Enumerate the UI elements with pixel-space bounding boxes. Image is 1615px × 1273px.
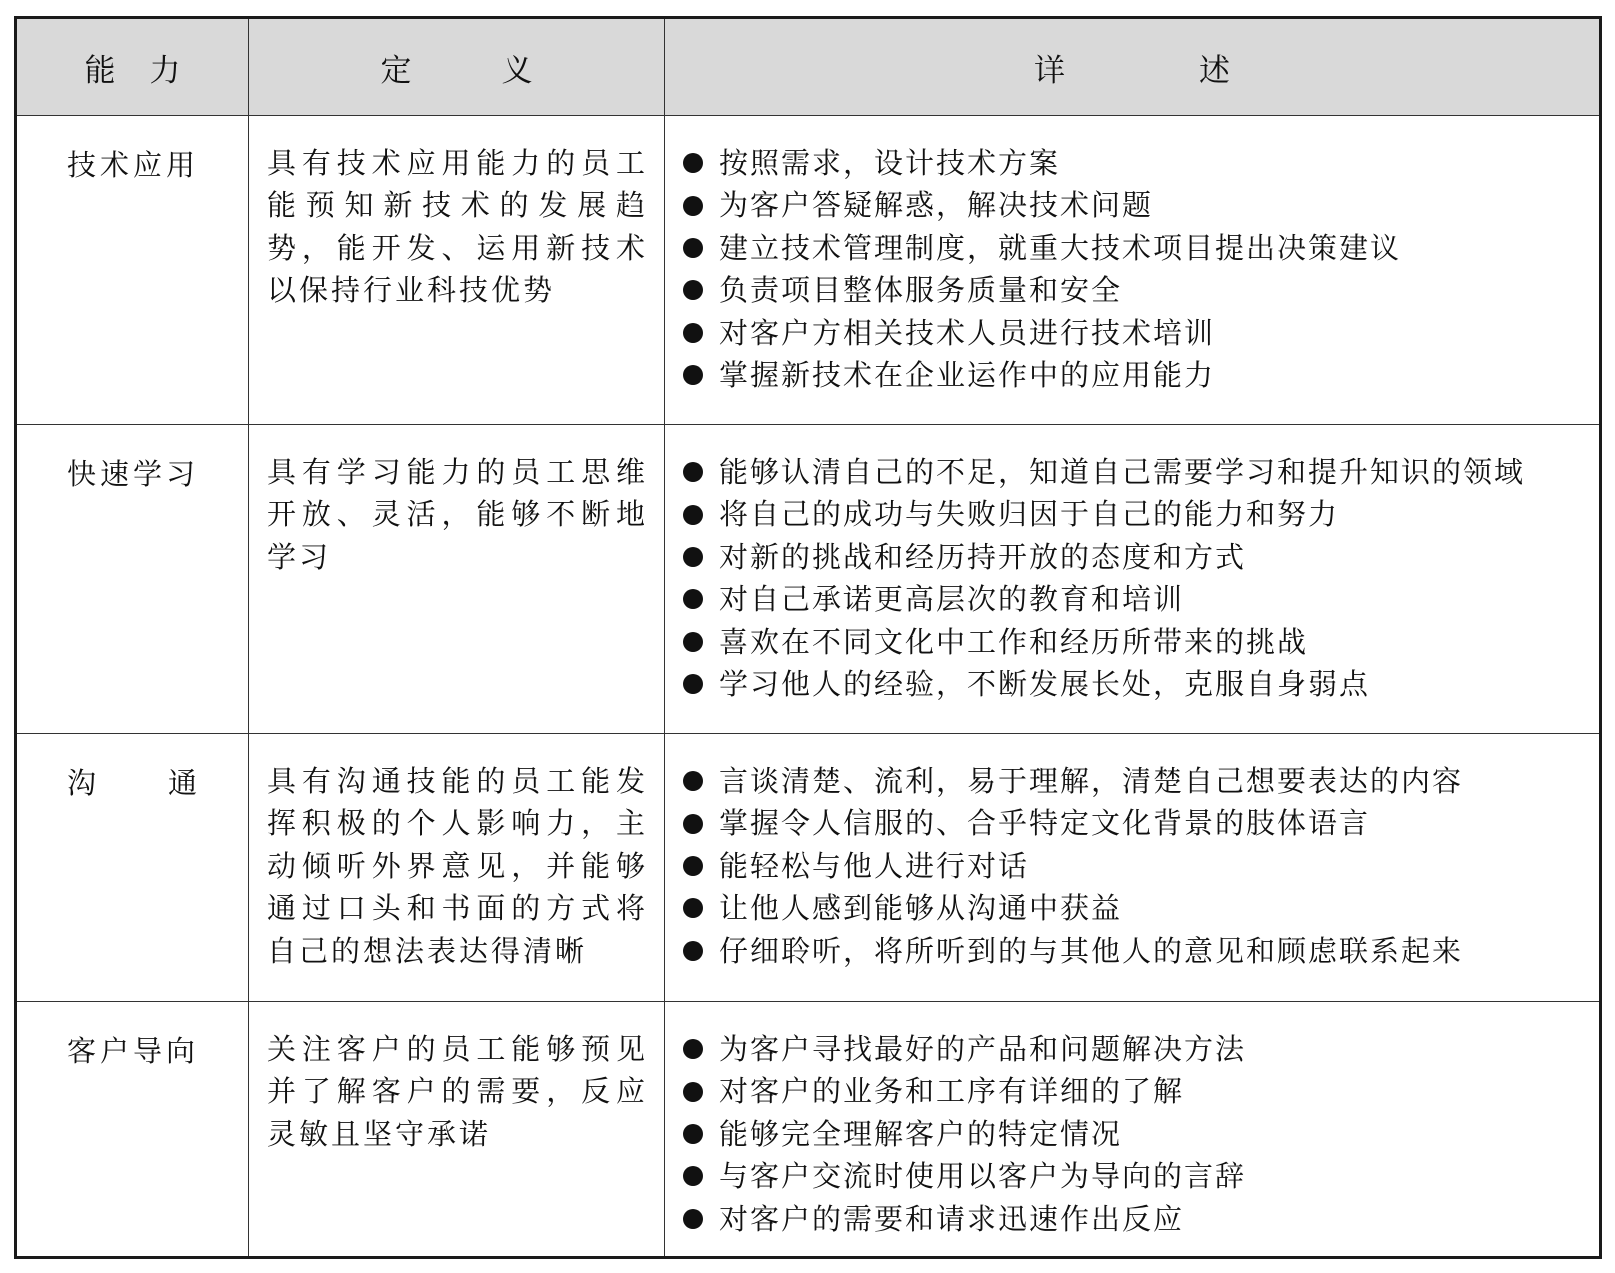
- detail-item: [683, 184, 1599, 226]
- bullet-icon: [683, 632, 703, 652]
- detail-text: 能够认清自己的不足，知道自己需要学习和提升知识的领域: [719, 455, 1526, 489]
- detail-text: 对客户的业务和工序有详细的了解: [719, 1074, 1185, 1109]
- detail-text: 与客户交流时使用以客户为导向的言辞: [719, 1159, 1247, 1194]
- detail-text: 按照需求，设计技术方案: [719, 146, 1061, 180]
- row-3-ability: [67, 761, 197, 802]
- detail-item: [683, 663, 1599, 705]
- row-4-definition: 关注客户的员工能够预见并了解客户的需要，反应灵敏且坚守承诺: [249, 1002, 665, 1256]
- row-1-ability-cell: [17, 116, 249, 425]
- detail-text: 建立技术管理制度，就重大技术项目提出决策建议: [719, 230, 1402, 265]
- header-ability-char-2: 力: [149, 52, 181, 89]
- detail-item: [683, 930, 1599, 972]
- bullet-icon: [683, 674, 703, 694]
- detail-text: 掌握新技术在企业运作中的应用能力: [719, 358, 1216, 393]
- detail-text: 言谈清楚、流利，易于理解，清楚自己想要表达的内容: [719, 764, 1464, 798]
- detail-item: [683, 354, 1599, 396]
- row-3-details: [665, 734, 1599, 1002]
- row-3-detail-list: [683, 760, 1599, 972]
- detail-text: 对新的挑战和经历持开放的态度和方式: [719, 539, 1247, 574]
- header-ability: [17, 19, 249, 116]
- detail-text: 为客户答疑解惑，解决技术问题: [719, 188, 1154, 223]
- row-3-definition: 具有沟通技能的员工能发挥积极的个人影响力，主动倾听外界意见，并能够通过口头和书面的方式将自己的想法表达得清晰: [249, 734, 665, 1002]
- detail-item: [683, 312, 1599, 354]
- bullet-icon: [683, 1166, 703, 1186]
- bullet-icon: [683, 1209, 703, 1229]
- row-3-ability-char-2: 通: [167, 766, 197, 800]
- detail-item: [683, 1198, 1599, 1240]
- header-ability-char-1: 能: [84, 52, 116, 89]
- bullet-icon: [683, 323, 703, 343]
- row-4-details: [665, 1002, 1599, 1256]
- bullet-icon: [683, 941, 703, 961]
- detail-text: 为客户寻找最好的产品和问题解决方法: [719, 1032, 1247, 1066]
- header-detail-char-2: 述: [1199, 52, 1230, 89]
- detail-text: 对客户的需要和请求迅速作出反应: [719, 1201, 1185, 1236]
- detail-text: 负责项目整体服务质量和安全: [719, 273, 1123, 308]
- detail-item: [683, 621, 1599, 663]
- detail-item: [683, 1028, 1599, 1070]
- detail-item: [683, 578, 1599, 620]
- bullet-icon: [683, 814, 703, 834]
- detail-item: [683, 269, 1599, 311]
- header-detail-label: [1034, 45, 1230, 90]
- bullet-icon: [683, 280, 703, 300]
- header-definition-label: [381, 45, 533, 90]
- detail-item: [683, 142, 1599, 184]
- detail-item: [683, 887, 1599, 929]
- bullet-icon: [683, 238, 703, 258]
- detail-text: 将自己的成功与失败归因于自己的能力和努力: [719, 497, 1340, 532]
- bullet-icon: [683, 462, 703, 482]
- bullet-icon: [683, 771, 703, 791]
- header-definition: [249, 19, 665, 116]
- bullet-icon: [683, 856, 703, 876]
- header-definition-char-2: 义: [501, 52, 533, 89]
- competency-table: [14, 16, 1602, 1259]
- detail-text: 能轻松与他人进行对话: [719, 848, 1030, 883]
- bullet-icon: [683, 1124, 703, 1144]
- detail-item: [683, 1155, 1599, 1197]
- detail-text: 掌握令人信服的、合乎特定文化背景的肢体语言: [719, 806, 1371, 841]
- bullet-icon: [683, 505, 703, 525]
- detail-text: 对客户方相关技术人员进行技术培训: [719, 315, 1216, 350]
- bullet-icon: [683, 898, 703, 918]
- row-3-ability-char-1: 沟: [67, 766, 97, 800]
- detail-item: [683, 536, 1599, 578]
- detail-text: 能够完全理解客户的特定情况: [719, 1116, 1123, 1151]
- row-4-detail-list: [683, 1028, 1599, 1240]
- detail-text: 让他人感到能够从沟通中获益: [719, 891, 1123, 926]
- detail-text: 学习他人的经验，不断发展长处，克服自身弱点: [719, 667, 1371, 702]
- bullet-icon: [683, 153, 703, 173]
- detail-item: [683, 1070, 1599, 1112]
- header-ability-label: [85, 45, 181, 90]
- header-definition-char-1: 定: [380, 52, 412, 89]
- detail-item: [683, 760, 1599, 802]
- detail-text: 喜欢在不同文化中工作和经历所带来的挑战: [719, 624, 1309, 659]
- detail-item: [683, 227, 1599, 269]
- bullet-icon: [683, 196, 703, 216]
- row-1-definition: 具有技术应用能力的员工能预知新技术的发展趋势，能开发、运用新技术以保持行业科技优势: [249, 116, 665, 425]
- detail-item: [683, 493, 1599, 535]
- row-1-details: [665, 116, 1599, 425]
- detail-item: [683, 802, 1599, 844]
- row-2-definition: 具有学习能力的员工思维开放、灵活，能够不断地学习: [249, 425, 665, 734]
- header-detail-char-1: 详: [1034, 52, 1065, 89]
- detail-text: 对自己承诺更高层次的教育和培训: [719, 582, 1185, 617]
- bullet-icon: [683, 547, 703, 567]
- row-4-ability: 客户导向: [67, 1034, 200, 1068]
- row-2-details: [665, 425, 1599, 734]
- row-1-detail-list: [683, 142, 1599, 396]
- row-2-ability: 快速学习: [67, 457, 200, 491]
- detail-item: [683, 845, 1599, 887]
- detail-item: [683, 1113, 1599, 1155]
- detail-item: [683, 451, 1599, 493]
- bullet-icon: [683, 1039, 703, 1059]
- detail-text: 仔细聆听，将所听到的与其他人的意见和顾虑联系起来: [719, 933, 1464, 968]
- bullet-icon: [683, 589, 703, 609]
- row-2-detail-list: [683, 451, 1599, 705]
- bullet-icon: [683, 1082, 703, 1102]
- bullet-icon: [683, 365, 703, 385]
- header-detail: [665, 19, 1599, 116]
- row-2-ability-cell: [17, 425, 249, 734]
- row-4-ability-cell: [17, 1002, 249, 1256]
- row-1-ability: 技术应用: [67, 148, 200, 182]
- row-3-ability-cell: [17, 734, 249, 1002]
